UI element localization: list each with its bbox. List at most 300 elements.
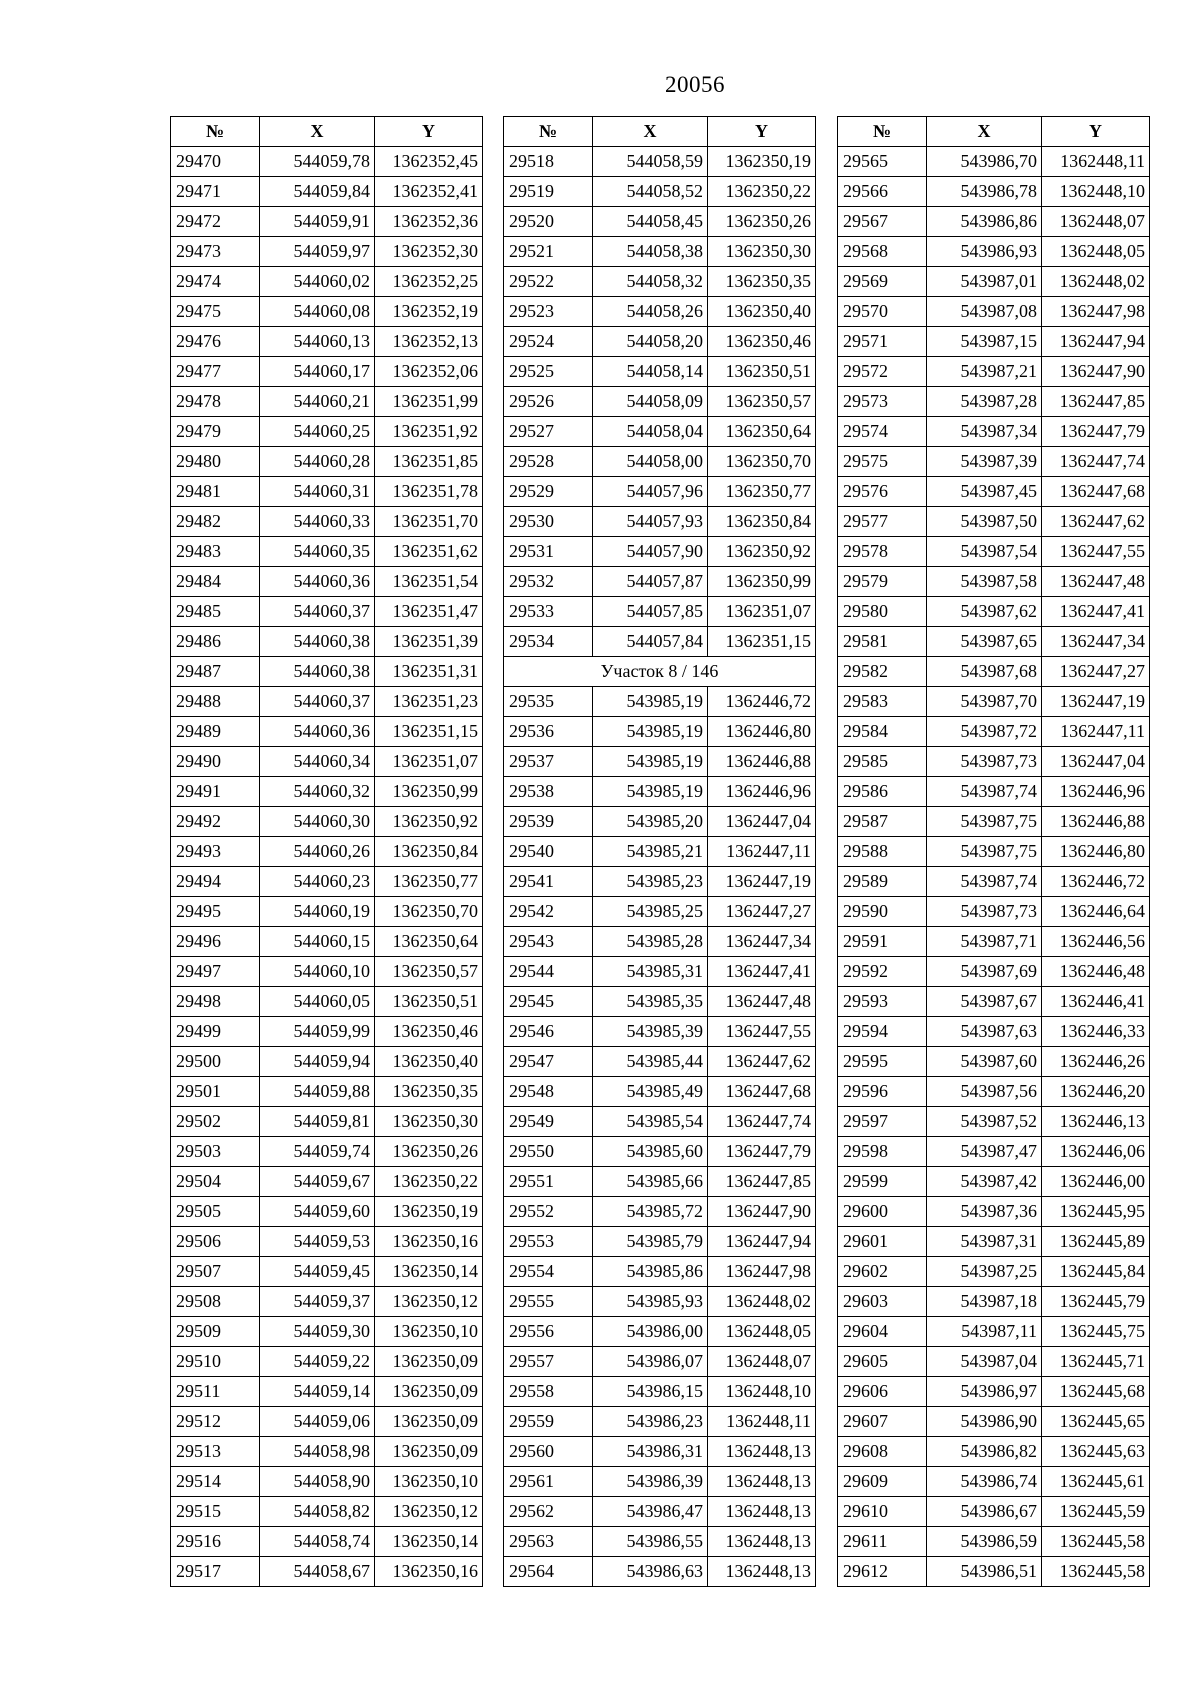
y-coordinate-cell: 1362350,84 [708, 507, 816, 537]
point-number-cell: 29528 [504, 447, 593, 477]
x-coordinate-cell: 544059,88 [260, 1077, 375, 1107]
table-row [838, 207, 1150, 237]
point-number-cell: 29556 [504, 1317, 593, 1347]
y-coordinate-cell: 1362350,70 [708, 447, 816, 477]
x-coordinate-cell: 543985,72 [593, 1197, 708, 1227]
point-number-cell: 29495 [171, 897, 260, 927]
table-row [838, 867, 1150, 897]
x-coordinate-cell: 543986,59 [927, 1527, 1042, 1557]
y-coordinate-cell: 1362446,96 [1042, 777, 1150, 807]
x-coordinate-cell: 544059,30 [260, 1317, 375, 1347]
table-row [504, 357, 816, 387]
y-coordinate-cell: 1362350,57 [375, 957, 483, 987]
point-number-cell: 29558 [504, 1377, 593, 1407]
point-number-cell: 29524 [504, 327, 593, 357]
point-number-cell: 29571 [838, 327, 927, 357]
x-coordinate-cell: 544060,36 [260, 567, 375, 597]
table-row [504, 1377, 816, 1407]
y-coordinate-cell: 1362350,26 [375, 1137, 483, 1167]
point-number-cell: 29525 [504, 357, 593, 387]
y-coordinate-cell: 1362447,74 [708, 1107, 816, 1137]
y-coordinate-cell: 1362352,19 [375, 297, 483, 327]
table-row [838, 777, 1150, 807]
point-number-cell: 29527 [504, 417, 593, 447]
table-row [171, 687, 483, 717]
point-number-cell: 29570 [838, 297, 927, 327]
y-coordinate-cell: 1362350,77 [708, 477, 816, 507]
header-x: X [927, 117, 1042, 147]
point-number-cell: 29540 [504, 837, 593, 867]
y-coordinate-cell: 1362448,10 [1042, 177, 1150, 207]
x-coordinate-cell: 544059,14 [260, 1377, 375, 1407]
x-coordinate-cell: 544058,14 [593, 357, 708, 387]
point-number-cell: 29601 [838, 1227, 927, 1257]
table-row [504, 1077, 816, 1107]
x-coordinate-cell: 543987,25 [927, 1257, 1042, 1287]
x-coordinate-cell: 543987,72 [927, 717, 1042, 747]
point-number-cell: 29607 [838, 1407, 927, 1437]
table-row [838, 957, 1150, 987]
x-coordinate-cell: 543987,63 [927, 1017, 1042, 1047]
y-coordinate-cell: 1362350,10 [375, 1467, 483, 1497]
coordinates-table-2 [503, 116, 816, 1587]
x-coordinate-cell: 543985,20 [593, 807, 708, 837]
y-coordinate-cell: 1362352,45 [375, 147, 483, 177]
point-number-cell: 29489 [171, 717, 260, 747]
table-row [838, 1377, 1150, 1407]
header-y: Y [1042, 117, 1150, 147]
x-coordinate-cell: 544057,87 [593, 567, 708, 597]
y-coordinate-cell: 1362448,13 [708, 1497, 816, 1527]
x-coordinate-cell: 543986,00 [593, 1317, 708, 1347]
table-row [171, 837, 483, 867]
table-row [838, 477, 1150, 507]
point-number-cell: 29543 [504, 927, 593, 957]
x-coordinate-cell: 544059,84 [260, 177, 375, 207]
y-coordinate-cell: 1362352,36 [375, 207, 483, 237]
x-coordinate-cell: 543985,19 [593, 777, 708, 807]
table-row [171, 777, 483, 807]
header-number: № [838, 117, 927, 147]
point-number-cell: 29599 [838, 1167, 927, 1197]
point-number-cell: 29596 [838, 1077, 927, 1107]
table-row [171, 1317, 483, 1347]
point-number-cell: 29581 [838, 627, 927, 657]
table-row [504, 897, 816, 927]
table-row [838, 177, 1150, 207]
header-row [171, 117, 483, 147]
point-number-cell: 29564 [504, 1557, 593, 1587]
point-number-cell: 29565 [838, 147, 927, 177]
x-coordinate-cell: 543986,93 [927, 237, 1042, 267]
y-coordinate-cell: 1362350,99 [375, 777, 483, 807]
point-number-cell: 29587 [838, 807, 927, 837]
point-number-cell: 29481 [171, 477, 260, 507]
y-coordinate-cell: 1362448,07 [708, 1347, 816, 1377]
point-number-cell: 29516 [171, 1527, 260, 1557]
y-coordinate-cell: 1362447,55 [708, 1017, 816, 1047]
point-number-cell: 29597 [838, 1107, 927, 1137]
y-coordinate-cell: 1362350,70 [375, 897, 483, 927]
x-coordinate-cell: 543985,54 [593, 1107, 708, 1137]
table-row [838, 1257, 1150, 1287]
table-row [838, 657, 1150, 687]
point-number-cell: 29610 [838, 1497, 927, 1527]
y-coordinate-cell: 1362350,30 [708, 237, 816, 267]
point-number-cell: 29582 [838, 657, 927, 687]
x-coordinate-cell: 544059,94 [260, 1047, 375, 1077]
y-coordinate-cell: 1362448,02 [708, 1287, 816, 1317]
x-coordinate-cell: 544060,31 [260, 477, 375, 507]
y-coordinate-cell: 1362350,30 [375, 1107, 483, 1137]
x-coordinate-cell: 544058,20 [593, 327, 708, 357]
point-number-cell: 29493 [171, 837, 260, 867]
point-number-cell: 29605 [838, 1347, 927, 1377]
y-coordinate-cell: 1362446,56 [1042, 927, 1150, 957]
point-number-cell: 29561 [504, 1467, 593, 1497]
x-coordinate-cell: 543986,78 [927, 177, 1042, 207]
table-row [838, 807, 1150, 837]
x-coordinate-cell: 543987,68 [927, 657, 1042, 687]
point-number-cell: 29580 [838, 597, 927, 627]
y-coordinate-cell: 1362350,16 [375, 1557, 483, 1587]
table-row [838, 1557, 1150, 1587]
x-coordinate-cell: 543985,86 [593, 1257, 708, 1287]
y-coordinate-cell: 1362445,71 [1042, 1347, 1150, 1377]
table-row [504, 1017, 816, 1047]
x-coordinate-cell: 543987,11 [927, 1317, 1042, 1347]
x-coordinate-cell: 544058,00 [593, 447, 708, 477]
point-number-cell: 29555 [504, 1287, 593, 1317]
table-body [171, 147, 483, 1587]
point-number-cell: 29591 [838, 927, 927, 957]
point-number-cell: 29536 [504, 717, 593, 747]
x-coordinate-cell: 543986,39 [593, 1467, 708, 1497]
table-row [504, 1407, 816, 1437]
y-coordinate-cell: 1362350,09 [375, 1347, 483, 1377]
point-number-cell: 29544 [504, 957, 593, 987]
point-number-cell: 29592 [838, 957, 927, 987]
point-number-cell: 29490 [171, 747, 260, 777]
header-x: X [593, 117, 708, 147]
y-coordinate-cell: 1362447,74 [1042, 447, 1150, 477]
table-row [504, 567, 816, 597]
x-coordinate-cell: 543986,74 [927, 1467, 1042, 1497]
x-coordinate-cell: 543985,19 [593, 747, 708, 777]
y-coordinate-cell: 1362350,40 [708, 297, 816, 327]
table-row [504, 1137, 816, 1167]
x-coordinate-cell: 543986,67 [927, 1497, 1042, 1527]
point-number-cell: 29583 [838, 687, 927, 717]
point-number-cell: 29553 [504, 1227, 593, 1257]
table-row [171, 387, 483, 417]
x-coordinate-cell: 543987,39 [927, 447, 1042, 477]
table-row [171, 477, 483, 507]
table-row [171, 807, 483, 837]
y-coordinate-cell: 1362446,72 [1042, 867, 1150, 897]
y-coordinate-cell: 1362350,64 [708, 417, 816, 447]
x-coordinate-cell: 544057,85 [593, 597, 708, 627]
y-coordinate-cell: 1362448,10 [708, 1377, 816, 1407]
y-coordinate-cell: 1362350,09 [375, 1377, 483, 1407]
table-row [838, 297, 1150, 327]
y-coordinate-cell: 1362350,12 [375, 1287, 483, 1317]
table-row [171, 627, 483, 657]
y-coordinate-cell: 1362350,16 [375, 1227, 483, 1257]
header-number: № [171, 117, 260, 147]
y-coordinate-cell: 1362351,85 [375, 447, 483, 477]
point-number-cell: 29612 [838, 1557, 927, 1587]
point-number-cell: 29512 [171, 1407, 260, 1437]
y-coordinate-cell: 1362446,06 [1042, 1137, 1150, 1167]
point-number-cell: 29480 [171, 447, 260, 477]
table-row [171, 267, 483, 297]
y-coordinate-cell: 1362445,75 [1042, 1317, 1150, 1347]
y-coordinate-cell: 1362446,13 [1042, 1107, 1150, 1137]
table-row [171, 537, 483, 567]
point-number-cell: 29477 [171, 357, 260, 387]
point-number-cell: 29498 [171, 987, 260, 1017]
point-number-cell: 29602 [838, 1257, 927, 1287]
x-coordinate-cell: 544058,82 [260, 1497, 375, 1527]
table-row [838, 237, 1150, 267]
y-coordinate-cell: 1362352,06 [375, 357, 483, 387]
x-coordinate-cell: 543987,73 [927, 897, 1042, 927]
table-row [838, 1167, 1150, 1197]
y-coordinate-cell: 1362447,41 [708, 957, 816, 987]
y-coordinate-cell: 1362351,54 [375, 567, 483, 597]
x-coordinate-cell: 544060,34 [260, 747, 375, 777]
header-row [504, 117, 816, 147]
header-x: X [260, 117, 375, 147]
y-coordinate-cell: 1362446,33 [1042, 1017, 1150, 1047]
y-coordinate-cell: 1362448,05 [708, 1317, 816, 1347]
x-coordinate-cell: 543986,70 [927, 147, 1042, 177]
y-coordinate-cell: 1362350,64 [375, 927, 483, 957]
point-number-cell: 29551 [504, 1167, 593, 1197]
x-coordinate-cell: 544060,15 [260, 927, 375, 957]
table-row [504, 747, 816, 777]
x-coordinate-cell: 544060,32 [260, 777, 375, 807]
x-coordinate-cell: 543985,60 [593, 1137, 708, 1167]
x-coordinate-cell: 544059,06 [260, 1407, 375, 1437]
table-row [838, 1437, 1150, 1467]
point-number-cell: 29563 [504, 1527, 593, 1557]
x-coordinate-cell: 543985,49 [593, 1077, 708, 1107]
table-row [838, 1527, 1150, 1557]
x-coordinate-cell: 543987,50 [927, 507, 1042, 537]
x-coordinate-cell: 544057,93 [593, 507, 708, 537]
table-row [171, 1407, 483, 1437]
table-row [171, 507, 483, 537]
point-number-cell: 29541 [504, 867, 593, 897]
table-row [171, 147, 483, 177]
point-number-cell: 29575 [838, 447, 927, 477]
x-coordinate-cell: 543987,08 [927, 297, 1042, 327]
y-coordinate-cell: 1362350,22 [708, 177, 816, 207]
table-row [504, 1227, 816, 1257]
point-number-cell: 29539 [504, 807, 593, 837]
y-coordinate-cell: 1362448,13 [708, 1467, 816, 1497]
point-number-cell: 29478 [171, 387, 260, 417]
y-coordinate-cell: 1362350,99 [708, 567, 816, 597]
x-coordinate-cell: 543985,19 [593, 687, 708, 717]
x-coordinate-cell: 543985,28 [593, 927, 708, 957]
y-coordinate-cell: 1362351,31 [375, 657, 483, 687]
y-coordinate-cell: 1362447,98 [708, 1257, 816, 1287]
point-number-cell: 29473 [171, 237, 260, 267]
y-coordinate-cell: 1362350,51 [708, 357, 816, 387]
point-number-cell: 29598 [838, 1137, 927, 1167]
x-coordinate-cell: 543986,51 [927, 1557, 1042, 1587]
table-row [504, 507, 816, 537]
y-coordinate-cell: 1362350,57 [708, 387, 816, 417]
table-row [504, 1287, 816, 1317]
table-row [504, 1107, 816, 1137]
x-coordinate-cell: 544059,81 [260, 1107, 375, 1137]
point-number-cell: 29603 [838, 1287, 927, 1317]
x-coordinate-cell: 543987,15 [927, 327, 1042, 357]
x-coordinate-cell: 544058,90 [260, 1467, 375, 1497]
x-coordinate-cell: 544060,25 [260, 417, 375, 447]
table-row [504, 207, 816, 237]
point-number-cell: 29472 [171, 207, 260, 237]
point-number-cell: 29606 [838, 1377, 927, 1407]
table-row [504, 807, 816, 837]
point-number-cell: 29531 [504, 537, 593, 567]
y-coordinate-cell: 1362446,96 [708, 777, 816, 807]
y-coordinate-cell: 1362447,11 [708, 837, 816, 867]
y-coordinate-cell: 1362447,19 [708, 867, 816, 897]
table-row [504, 267, 816, 297]
table-row [838, 447, 1150, 477]
x-coordinate-cell: 543987,74 [927, 867, 1042, 897]
x-coordinate-cell: 543985,31 [593, 957, 708, 987]
x-coordinate-cell: 543987,52 [927, 1107, 1042, 1137]
x-coordinate-cell: 544060,28 [260, 447, 375, 477]
table-body [504, 147, 816, 1587]
table-row [171, 1257, 483, 1287]
point-number-cell: 29576 [838, 477, 927, 507]
y-coordinate-cell: 1362350,46 [708, 327, 816, 357]
point-number-cell: 29548 [504, 1077, 593, 1107]
section-title: Участок 8 / 146 [504, 657, 816, 687]
x-coordinate-cell: 544058,09 [593, 387, 708, 417]
x-coordinate-cell: 543987,36 [927, 1197, 1042, 1227]
y-coordinate-cell: 1362447,27 [708, 897, 816, 927]
point-number-cell: 29515 [171, 1497, 260, 1527]
table-row [504, 957, 816, 987]
x-coordinate-cell: 544059,97 [260, 237, 375, 267]
point-number-cell: 29504 [171, 1167, 260, 1197]
y-coordinate-cell: 1362350,09 [375, 1407, 483, 1437]
y-coordinate-cell: 1362447,48 [1042, 567, 1150, 597]
y-coordinate-cell: 1362351,78 [375, 477, 483, 507]
y-coordinate-cell: 1362351,47 [375, 597, 483, 627]
y-coordinate-cell: 1362446,80 [708, 717, 816, 747]
point-number-cell: 29578 [838, 537, 927, 567]
y-coordinate-cell: 1362446,00 [1042, 1167, 1150, 1197]
point-number-cell: 29585 [838, 747, 927, 777]
table-row [171, 957, 483, 987]
table-row [838, 1407, 1150, 1437]
point-number-cell: 29546 [504, 1017, 593, 1047]
y-coordinate-cell: 1362448,13 [708, 1557, 816, 1587]
x-coordinate-cell: 544060,17 [260, 357, 375, 387]
y-coordinate-cell: 1362350,92 [375, 807, 483, 837]
table-row [838, 1197, 1150, 1227]
y-coordinate-cell: 1362447,11 [1042, 717, 1150, 747]
x-coordinate-cell: 544058,32 [593, 267, 708, 297]
page-number: 20056 [665, 72, 725, 97]
y-coordinate-cell: 1362350,14 [375, 1527, 483, 1557]
y-coordinate-cell: 1362445,79 [1042, 1287, 1150, 1317]
point-number-cell: 29497 [171, 957, 260, 987]
table-row [171, 417, 483, 447]
x-coordinate-cell: 543985,93 [593, 1287, 708, 1317]
y-coordinate-cell: 1362448,02 [1042, 267, 1150, 297]
y-coordinate-cell: 1362447,98 [1042, 297, 1150, 327]
x-coordinate-cell: 544059,37 [260, 1287, 375, 1317]
y-coordinate-cell: 1362445,95 [1042, 1197, 1150, 1227]
table-row [838, 327, 1150, 357]
x-coordinate-cell: 543987,70 [927, 687, 1042, 717]
y-coordinate-cell: 1362350,51 [375, 987, 483, 1017]
x-coordinate-cell: 544060,33 [260, 507, 375, 537]
x-coordinate-cell: 543986,63 [593, 1557, 708, 1587]
table-row [504, 597, 816, 627]
table-row [171, 1377, 483, 1407]
y-coordinate-cell: 1362351,99 [375, 387, 483, 417]
y-coordinate-cell: 1362447,68 [708, 1077, 816, 1107]
y-coordinate-cell: 1362447,90 [1042, 357, 1150, 387]
table-row [838, 1137, 1150, 1167]
x-coordinate-cell: 543986,07 [593, 1347, 708, 1377]
y-coordinate-cell: 1362447,48 [708, 987, 816, 1017]
y-coordinate-cell: 1362447,68 [1042, 477, 1150, 507]
point-number-cell: 29505 [171, 1197, 260, 1227]
table-row [171, 1227, 483, 1257]
x-coordinate-cell: 544060,38 [260, 627, 375, 657]
point-number-cell: 29600 [838, 1197, 927, 1227]
table-row [171, 1017, 483, 1047]
y-coordinate-cell: 1362445,58 [1042, 1527, 1150, 1557]
x-coordinate-cell: 543985,23 [593, 867, 708, 897]
y-coordinate-cell: 1362447,41 [1042, 597, 1150, 627]
point-number-cell: 29511 [171, 1377, 260, 1407]
x-coordinate-cell: 543987,42 [927, 1167, 1042, 1197]
table-row [504, 717, 816, 747]
table-row [504, 537, 816, 567]
point-number-cell: 29593 [838, 987, 927, 1017]
point-number-cell: 29545 [504, 987, 593, 1017]
y-coordinate-cell: 1362446,26 [1042, 1047, 1150, 1077]
point-number-cell: 29589 [838, 867, 927, 897]
point-number-cell: 29608 [838, 1437, 927, 1467]
y-coordinate-cell: 1362352,25 [375, 267, 483, 297]
y-coordinate-cell: 1362446,64 [1042, 897, 1150, 927]
point-number-cell: 29590 [838, 897, 927, 927]
x-coordinate-cell: 544058,67 [260, 1557, 375, 1587]
table-row [504, 1167, 816, 1197]
y-coordinate-cell: 1362447,19 [1042, 687, 1150, 717]
table-row [504, 1467, 816, 1497]
point-number-cell: 29476 [171, 327, 260, 357]
point-number-cell: 29496 [171, 927, 260, 957]
point-number-cell: 29479 [171, 417, 260, 447]
table-row [838, 567, 1150, 597]
point-number-cell: 29529 [504, 477, 593, 507]
